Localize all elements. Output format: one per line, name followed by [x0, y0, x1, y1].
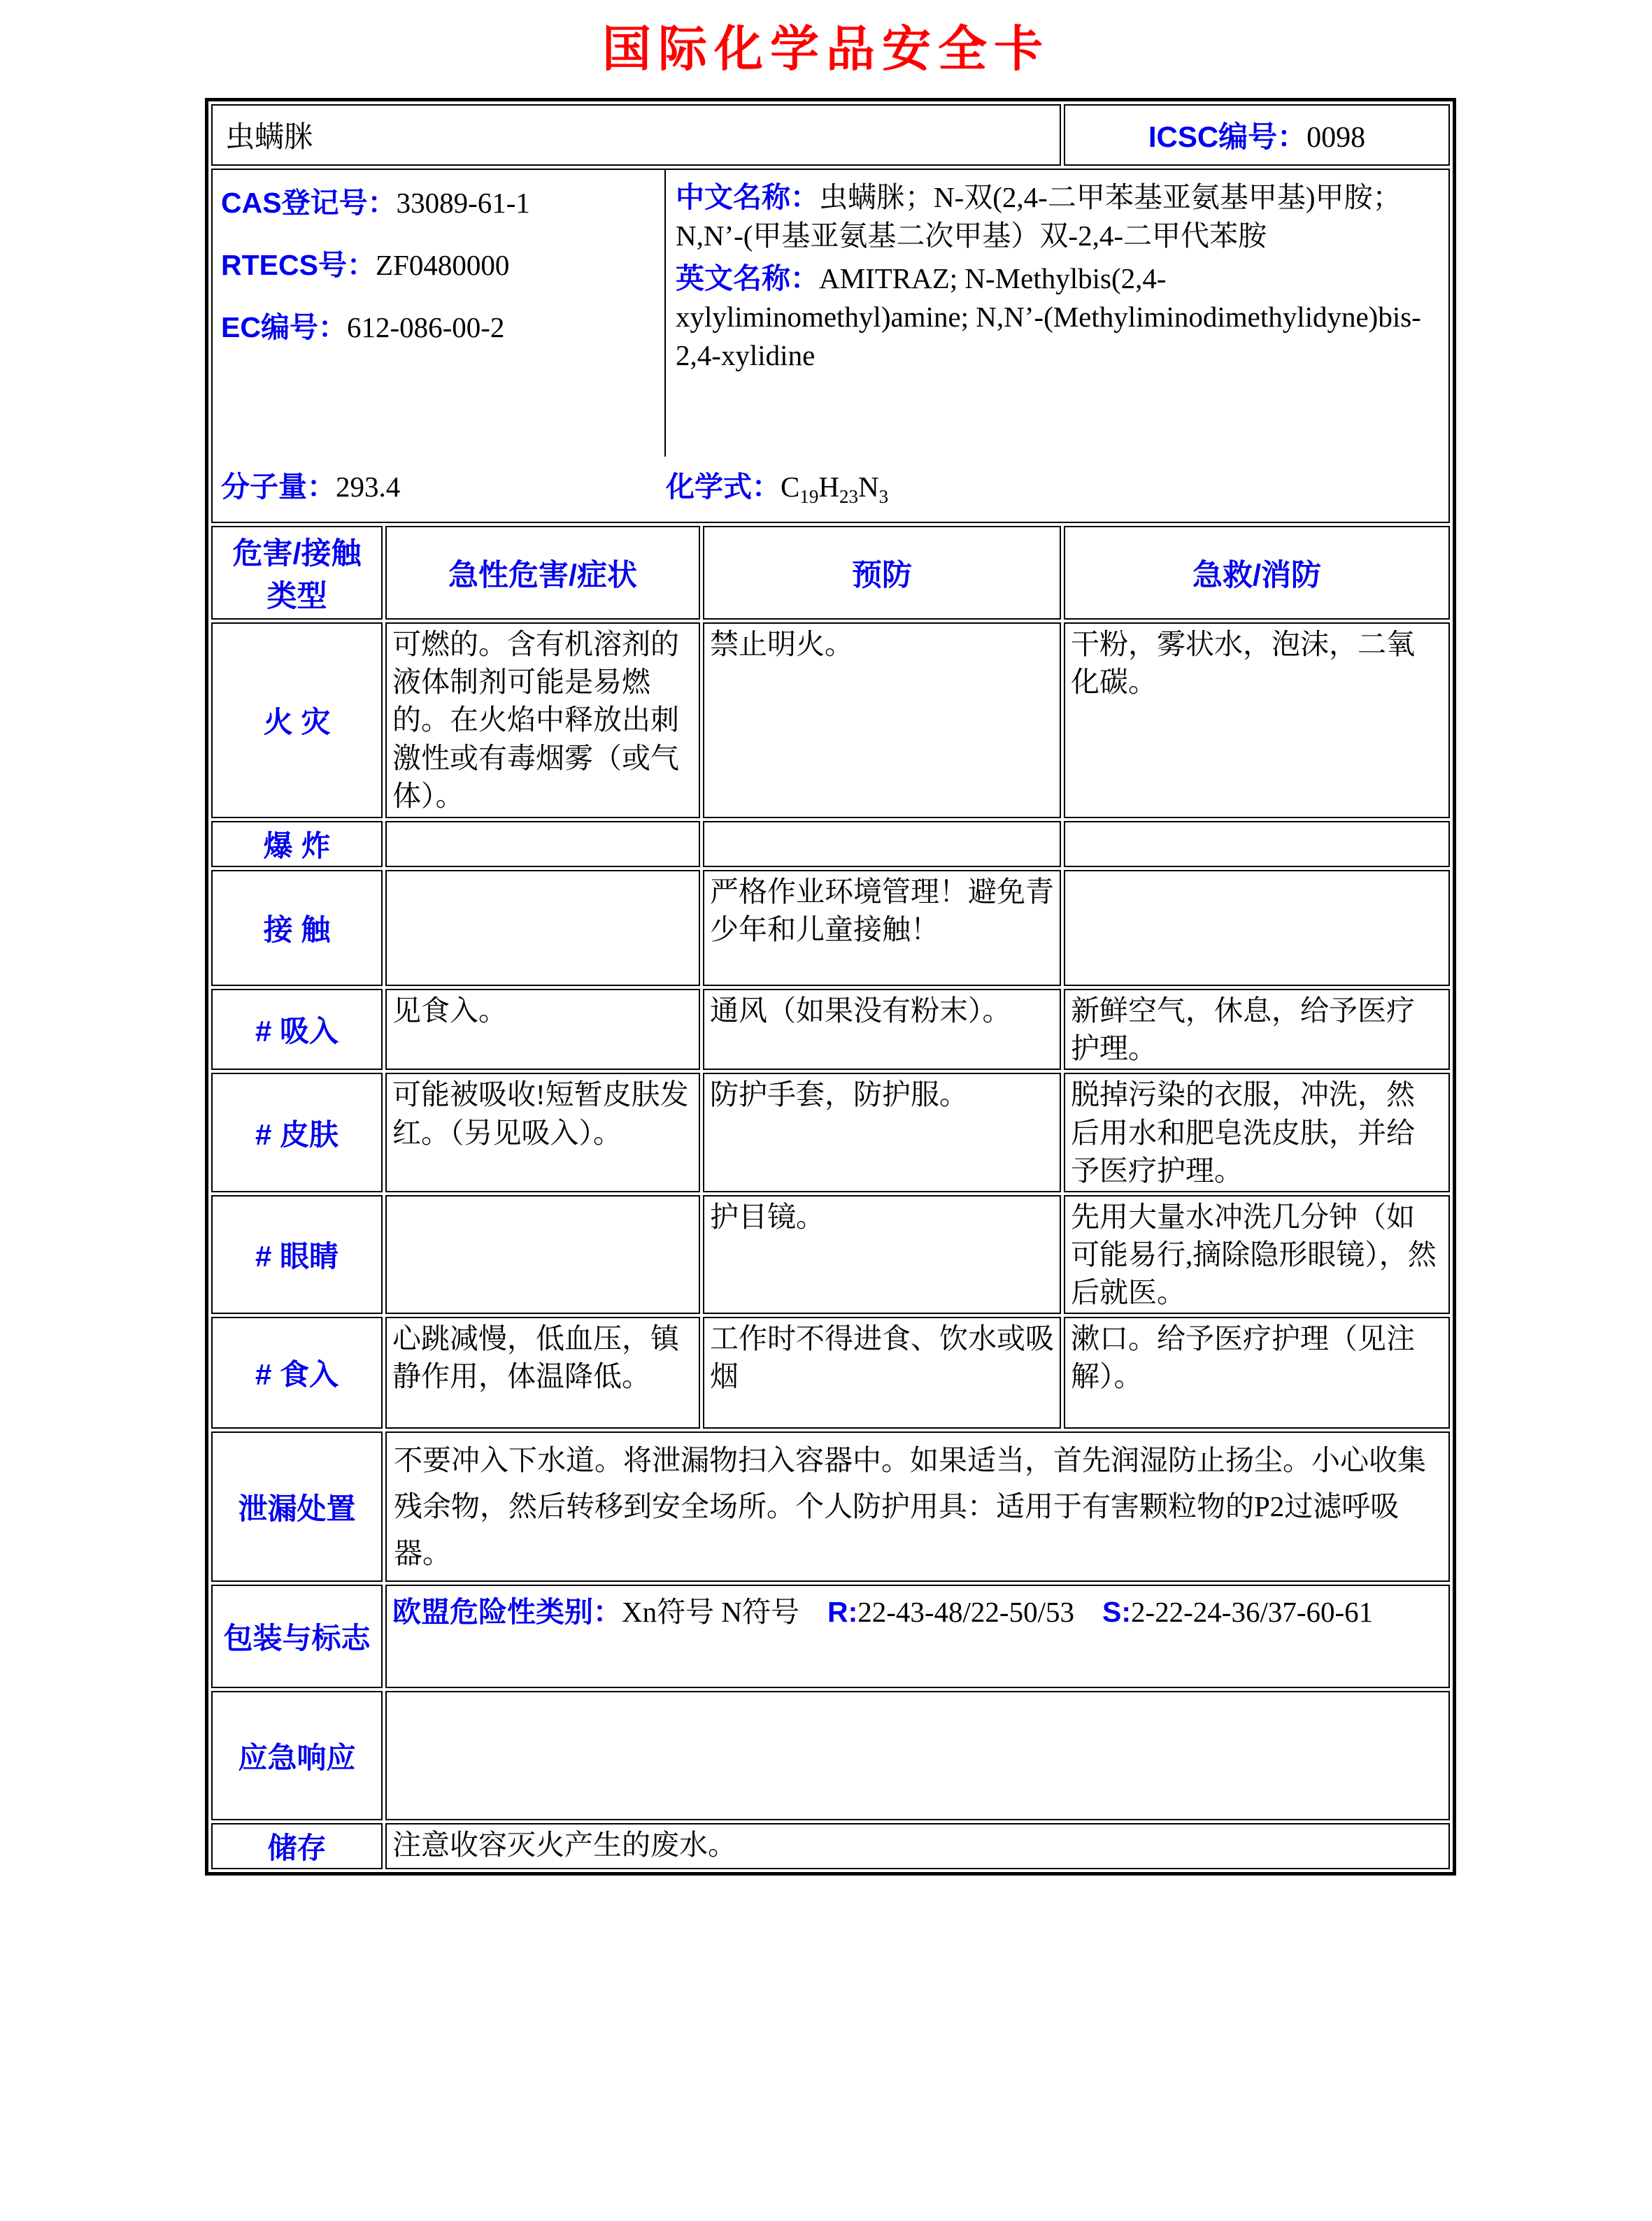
cas-label: CAS登记号： [221, 187, 397, 219]
skin-first-aid: 脱掉污染的衣服，冲洗，然后用水和肥皂洗皮肤，并给予医疗护理。 [1064, 1073, 1450, 1192]
skin-symptoms: 可能被吸收!短暂皮肤发红。（另见吸入）。 [385, 1073, 700, 1192]
identification-row [211, 169, 1450, 523]
registry-numbers [213, 170, 666, 457]
icsc-number-label: ICSC编号： [1148, 120, 1307, 153]
section-row-spillage [211, 1431, 1450, 1582]
hazard-header-row [211, 526, 1450, 620]
spillage-content: 不要冲入下水道。将泄漏物扫入容器中。如果适当，首先润湿防止扬尘。小心收集残余物，然后转移到安全场所。个人防护用具：适用于有害颗粒物的P2过滤呼吸器。 [385, 1431, 1450, 1582]
row-label-fire: 火 灾 [211, 622, 383, 818]
row-label-emergency: 应急响应 [211, 1691, 383, 1820]
identification-cell [211, 169, 1450, 523]
row-label-storage: 储存 [211, 1823, 383, 1869]
ec-number-line [221, 304, 656, 345]
explosion-symptoms [385, 821, 700, 867]
inhalation-symptoms: 见食入。 [385, 989, 700, 1070]
hazard-row-contact [211, 870, 1450, 986]
ingestion-symptoms: 心跳减慢，低血压，镇静作用，体温降低。 [385, 1317, 700, 1429]
identification-top [213, 170, 1448, 457]
card-header-row [211, 104, 1450, 166]
fire-first-aid: 干粉，雾状水，泡沫，二氧化碳。 [1064, 622, 1450, 818]
fire-symptoms: 可燃的。含有机溶剂的液体制剂可能是易燃的。在火焰中释放出刺激性或有毒烟雾（或气体）。 [385, 622, 700, 818]
chinese-name-label: 中文名称： [676, 181, 819, 213]
header-hazard-type: 危害/接触 类型 [211, 526, 383, 620]
section-row-packaging [211, 1585, 1450, 1688]
cas-number-line [221, 180, 656, 221]
section-row-emergency [211, 1691, 1450, 1820]
molecular-weight-label: 分子量： [221, 471, 336, 503]
s-phrases-label: S: [1102, 1596, 1131, 1629]
cas-value: 33089-61-1 [396, 187, 530, 219]
molecular-weight-value: 293.4 [336, 471, 401, 503]
storage-content: 注意收容灭火产生的废水。 [385, 1823, 1450, 1869]
english-name-value: AMITRAZ; N-Methylbis(2,4-xylyliminomethyl)amine; N,N’-(Methyliminodimethylidyne)bis-2,4-xylidine [676, 262, 1421, 371]
eu-hazard-symbols: Xn符号 N符号 [622, 1596, 799, 1629]
rtecs-label: RTECS号： [221, 249, 376, 281]
chemical-formula [666, 464, 888, 508]
inhalation-first-aid: 新鲜空气，休息，给予医疗护理。 [1064, 989, 1450, 1070]
contact-first-aid [1064, 870, 1450, 986]
header-first-aid: 急救/消防 [1064, 526, 1450, 620]
rtecs-number-line [221, 242, 656, 283]
english-name-label: 英文名称： [676, 262, 819, 294]
emergency-content [385, 1691, 1450, 1820]
chemical-name: 虫螨脒 [225, 122, 314, 154]
row-label-inhalation: # 吸入 [211, 989, 383, 1070]
ec-label: EC编号： [221, 311, 347, 343]
icsc-number-value: 0098 [1306, 122, 1366, 154]
chinese-name-value: 虫螨脒；N-双(2,4-二甲苯基亚氨基甲基)甲胺；N,N’-(甲基亚氨基二次甲基）双-2,4-二甲代苯胺 [676, 181, 1402, 252]
s-phrases-value: 2-22-24-36/37-60-61 [1130, 1596, 1374, 1629]
chinese-name-block [676, 178, 1439, 255]
row-label-skin: # 皮肤 [211, 1073, 383, 1192]
explosion-first-aid [1064, 821, 1450, 867]
hazard-row-eyes [211, 1195, 1450, 1314]
page-title: 国际化学品安全卡 [602, 22, 1050, 76]
hazard-row-ingestion [211, 1317, 1450, 1429]
hazard-row-inhalation [211, 989, 1450, 1070]
packaging-content [385, 1585, 1450, 1688]
row-label-spillage: 泄漏处置 [211, 1431, 383, 1582]
header-prevention: 预防 [703, 526, 1061, 620]
eyes-prevention: 护目镜。 [703, 1195, 1061, 1314]
hazard-row-fire [211, 622, 1450, 818]
chemical-name-cell [211, 104, 1061, 166]
fire-prevention: 禁止明火。 [703, 622, 1061, 818]
icsc-card-table [205, 98, 1456, 1876]
eyes-first-aid: 先用大量水冲洗几分钟（如可能易行,摘除隐形眼镜），然后就医。 [1064, 1195, 1450, 1314]
icsc-number-cell [1064, 104, 1450, 166]
explosion-prevention [703, 821, 1061, 867]
hazard-row-skin [211, 1073, 1450, 1192]
hazard-row-explosion [211, 821, 1450, 867]
molecular-weight [221, 464, 666, 508]
ingestion-prevention: 工作时不得进食、饮水或吸烟 [703, 1317, 1061, 1429]
english-name-block [676, 259, 1439, 375]
rtecs-value: ZF0480000 [375, 249, 510, 281]
row-label-contact: 接 触 [211, 870, 383, 986]
row-label-ingestion: # 食入 [211, 1317, 383, 1429]
r-phrases-value: 22-43-48/22-50/53 [857, 1596, 1074, 1629]
chemical-formula-label: 化学式： [666, 471, 781, 503]
header-acute-symptoms: 急性危害/症状 [385, 526, 700, 620]
molecular-info-line [213, 457, 1448, 522]
section-row-storage [211, 1823, 1450, 1869]
skin-prevention: 防护手套，防护服。 [703, 1073, 1061, 1192]
chemical-formula-value: $C_{19}H_{23}N_3$ [781, 471, 889, 508]
inhalation-prevention: 通风（如果没有粉末）。 [703, 989, 1061, 1070]
row-label-packaging: 包装与标志 [211, 1585, 383, 1688]
contact-symptoms [385, 870, 700, 986]
eu-hazard-class-label: 欧盟危险性类别： [392, 1596, 622, 1629]
eyes-symptoms [385, 1195, 700, 1314]
r-phrases-label: R: [827, 1596, 858, 1629]
chemical-names [666, 170, 1448, 457]
ingestion-first-aid: 漱口。给予医疗护理（见注解）。 [1064, 1317, 1450, 1429]
contact-prevention: 严格作业环境管理！避免青少年和儿童接触！ [703, 870, 1061, 986]
row-label-eyes: # 眼睛 [211, 1195, 383, 1314]
row-label-explosion: 爆 炸 [211, 821, 383, 867]
ec-value: 612-086-00-2 [346, 311, 505, 343]
